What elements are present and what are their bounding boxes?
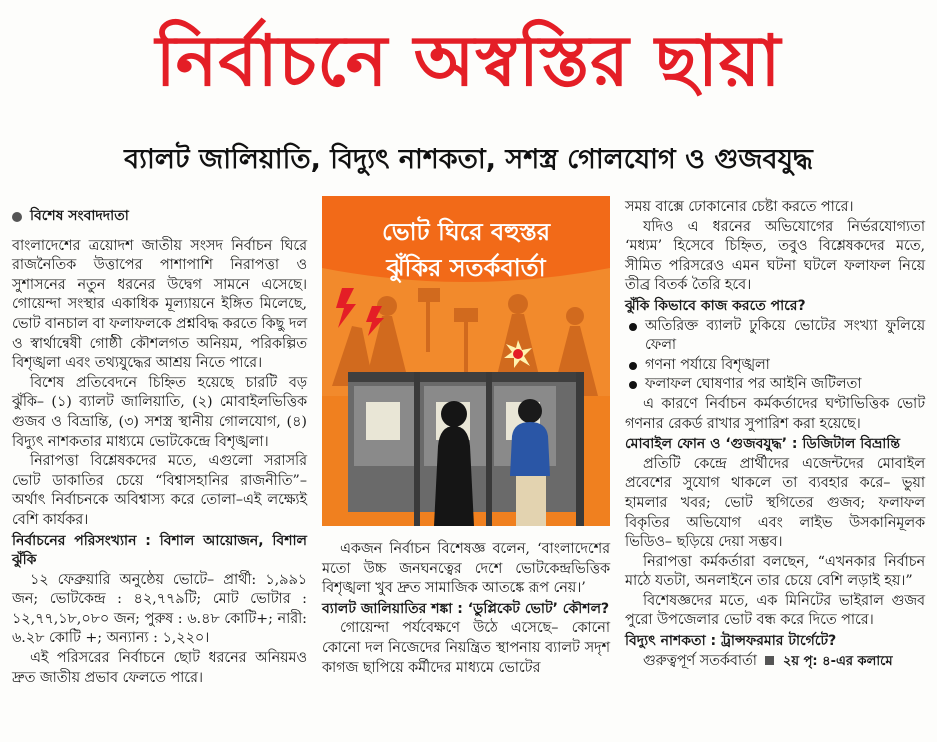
subheadline: ব্যালট জালিয়াতি, বিদ্যুৎ নাশকতা, সশস্ত্র গোলযোগ ও গুজবযুদ্ধ <box>124 144 813 175</box>
bullet-icon <box>629 323 637 331</box>
byline-text: বিশেষ সংবাদদাতা <box>30 208 129 224</box>
bullet-item <box>625 356 925 376</box>
square-bullet-icon <box>765 656 774 665</box>
paragraph-text: গুরুত্বপূর্ণ সতর্কবার্তা <box>643 652 757 669</box>
paragraph: বাংলাদেশের ত্রয়োদশ জাতীয় সংসদ নির্বাচন ঘিরে রাজনৈতিক উত্তাপের পাশাপাশি নিরাপত্তা ও সুশাসনের নতুন ধরনের উদ্বেগ সামনে এসেছে। গোয়েন্দা সংস্থার একাধিক মূল্যায়নে ইঙ্গিত মিলেছে, ভোট বানচাল বা ফলাফলকে প্রশ্নবিদ্ধ করতে কিছু দল ও স্বার্থান্বেষী গোষ্ঠী কৌশলগত অনিয়ম, পরিকল্পিত বিশৃঙ্খলা এবং তথ্যযুদ্ধের আশ্রয় নিতে পারে। <box>12 237 308 372</box>
continuation-note: ২য় পৃ: ৪-এর কলামে <box>782 653 893 669</box>
paragraph: গোয়েন্দা পর্যবেক্ষণে উঠে এসেছে– কোনো কোনো দল নিজেদের নিয়ন্ত্রিত স্থাপনায় ব্যালট সদৃশ কাগজ ছাপিয়ে কর্মীদের মাধ্যমে ভোটের <box>322 620 610 676</box>
bullet-text: অতিরিক্ত ব্যালট ঢুকিয়ে ভোটের সংখ্যা ফুলিয়ে ফেলা <box>645 317 925 354</box>
bullet-icon <box>12 212 22 222</box>
column-3 <box>625 198 925 671</box>
paragraph: ১২ ফেব্রুয়ারি অনুষ্ঠেয় ভোটে– প্রার্থী: ১,৯৯১ জন; ভোটকেন্দ্র : ৪২,৭৭৯টি; মোট ভোটার : ১২,৭৭,১৮,০৮০ জন; পুরুষ : ৬.৪৮ কোটি+; নারী: ৬.২৮ কোটি +; অন্যান্য : ১,২২০। <box>12 571 307 647</box>
column-1 <box>12 207 307 688</box>
byline <box>12 207 307 227</box>
paragraph: এ কারণে নির্বাচন কর্মকর্তাদের ঘণ্টাভিত্তিক ভোট গণনার রেকর্ড রাখার সুপারিশ করা হয়েছে। <box>625 395 925 432</box>
bullet-icon <box>629 381 637 389</box>
paragraph: এই পরিসরের নির্বাচনে ছোট ধরনের অনিয়মও দ্রুত জাতীয় প্রভাব ফেলতে পারে। <box>12 650 307 686</box>
bullet-item <box>625 317 925 356</box>
bullet-item <box>625 375 925 395</box>
paragraph: নিরাপত্তা কর্মকর্তারা বলছেন, “এখনকার নির্বাচন মাঠে যতটা, অনলাইনে তার চেয়ে বেশি লড়াই হয়।” <box>625 553 925 590</box>
section-heading: ব্যালট জালিয়াতির শঙ্কা : ‘ডুপ্লিকেট ভোট’ কৌশল? <box>322 600 610 617</box>
bullet-icon <box>629 362 637 370</box>
bullet-text: ফলাফল ঘোষণার পর আইনি জটিলতা <box>645 376 862 393</box>
paragraph: যদিও এ ধরনের অভিযোগের নির্ভরযোগ্যতা ‘মধ্যম’ হিসেবে চিহ্নিত, তবুও বিশ্লেষকদের মতে, সীমিত পরিসরেও এমন ঘটনা ঘটলে ফলাফল নিয়ে তীব্র বিতর্ক তৈরি হবে। <box>625 218 925 294</box>
paragraph <box>625 652 925 672</box>
section-heading: নির্বাচনের পরিসংখ্যান : বিশাল আয়োজন, বিশাল ঝুঁকি <box>12 532 307 569</box>
paragraph: সময় বাক্সে ঢোকানোর চেষ্টা করতে পারে। <box>625 199 854 215</box>
section-heading: মোবাইল ফোন ও ‘গুজবযুদ্ধ’ : ডিজিটাল বিভ্রান্তি <box>625 436 901 453</box>
bullet-text: গণনা পর্যায়ে বিশৃঙ্খলা <box>645 356 770 373</box>
illustration-title <box>322 214 610 286</box>
paragraph: বিশেষজ্ঞদের মতে, এক মিনিটের ভাইরাল গুজব পুরো উপজেলার ভোট বন্ধ করে দিতে পারে। <box>625 592 925 629</box>
paragraph: বিশেষ প্রতিবেদনে চিহ্নিত হয়েছে চারটি বড় ঝুঁকি– (১) ব্যালট জালিয়াতি, (২) মোবাইলভিত্তিক গুজব ও বিভ্রান্তি, (৩) সশস্ত্র স্থানীয় গোলযোগ, (৪) বিদ্যুৎ নাশকতার মাধ্যমে ভোটকেন্দ্রে বিশৃঙ্খলা। <box>12 374 307 450</box>
paragraph: প্রতিটি কেন্দ্রে প্রার্থীদের এজেন্টদের মোবাইল প্রবেশের সুযোগ থাকলে তা ব্যবহার করে– ভুয়া হামলার খবর; ভোট স্থগিতের গুজব; ফলাফল বিকৃতির অভিযোগ এবং লাইভ উসকানিমূলক ভিডিও– ছড়িয়ে দেয়া সম্ভব। <box>625 455 925 551</box>
section-heading: ঝুঁকি কিভাবে কাজ করতে পারে? <box>625 297 806 314</box>
illustration-title-line-1: ভোট ঘিরে বহুস্তর <box>381 218 551 246</box>
column-2 <box>322 540 610 678</box>
paragraph: একজন নির্বাচন বিশেষজ্ঞ বলেন, ‘বাংলাদেশের মতো উচ্চ জনঘনত্বের দেশে ভোটকেন্দ্রভিত্তিক বিশৃঙ্খলা খুব দ্রুত সামাজিক আতঙ্কে রূপ নেয়।’ <box>322 541 610 597</box>
section-heading: বিদ্যুৎ নাশকতা : ট্রান্সফরমার টার্গেটে? <box>625 633 837 650</box>
paragraph: নিরাপত্তা বিশ্লেষকদের মতে, এগুলো সরাসরি ভোট ডাকাতির চেয়ে “বিশ্বাসহানির রাজনীতি”–অর্থাৎ নির্বাচনকে অবিশ্বাস্য করে তোলা–এই লক্ষ্যেই বেশি কার্যকর। <box>12 453 307 528</box>
illustration <box>322 196 610 526</box>
illustration-title-line-2: ঝুঁকির সতর্কবার্তা <box>386 254 546 282</box>
headline: নির্বাচনে অস্বস্তির ছায়া <box>155 20 782 102</box>
